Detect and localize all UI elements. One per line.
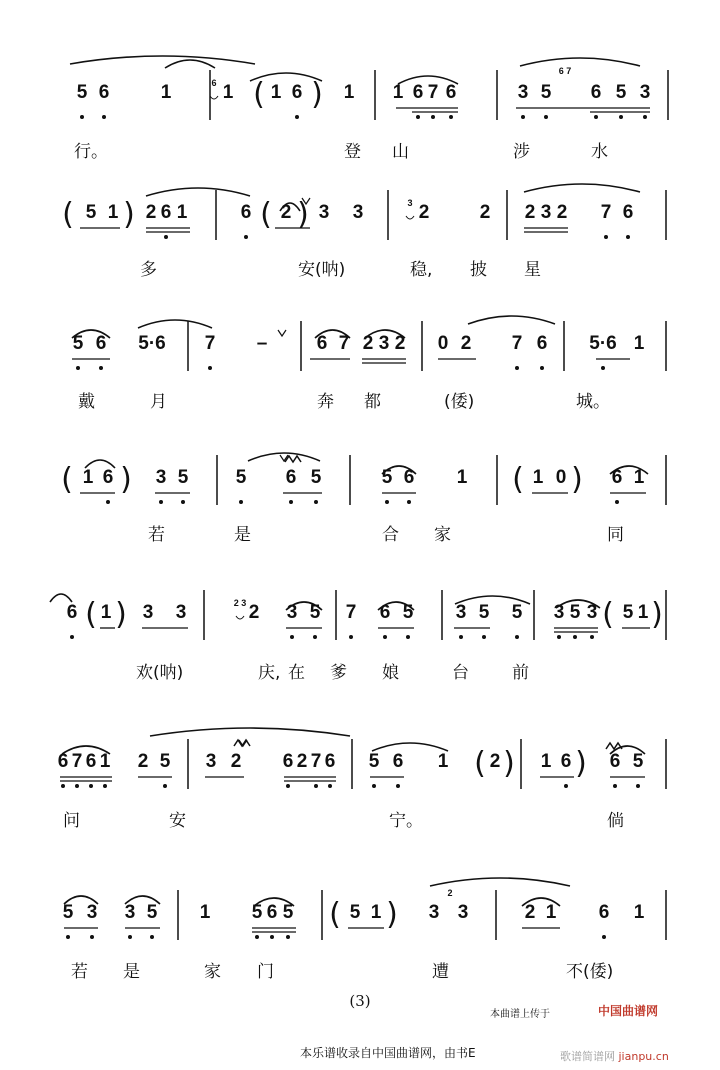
bracket: ) — [311, 77, 323, 112]
note: 5 — [310, 467, 322, 488]
low-octave-dot — [544, 115, 548, 119]
low-octave-dot — [431, 115, 435, 119]
note: 1 — [540, 751, 552, 772]
note: 1 — [343, 82, 355, 103]
note: 7 — [204, 333, 216, 354]
slur — [520, 58, 640, 66]
note: 1 — [633, 902, 645, 923]
grace-note: 2 3 — [233, 598, 247, 608]
low-octave-dot — [590, 635, 594, 639]
low-octave-dot — [407, 500, 411, 504]
note: 5 — [632, 751, 644, 772]
note: 5 — [622, 602, 634, 623]
lyric: 是 — [234, 525, 251, 545]
slur — [468, 316, 555, 324]
lyric: 披 — [470, 260, 487, 280]
lyric: 欢(呐) — [136, 663, 184, 683]
lyric: 水 — [591, 142, 608, 162]
slur — [70, 56, 255, 64]
note: 6 — [102, 467, 114, 488]
note: 5 — [381, 467, 393, 488]
note: 6 — [95, 333, 107, 354]
note: 1 — [633, 333, 645, 354]
bracket: ) — [297, 197, 309, 232]
note: 6 — [598, 902, 610, 923]
note: 5 — [349, 902, 361, 923]
low-octave-dot — [314, 784, 318, 788]
lyric: 若 — [71, 962, 88, 982]
lyric: 山 — [392, 142, 409, 162]
note: 5 — [177, 467, 189, 488]
lyric: 若 — [148, 525, 165, 545]
note: 1 — [176, 202, 188, 223]
low-octave-dot — [615, 500, 619, 504]
lyric: 月 — [150, 392, 167, 412]
note: 0 — [555, 467, 567, 488]
note: 2 — [145, 202, 157, 223]
note: 3 — [540, 202, 552, 223]
note: 1 — [270, 82, 282, 103]
low-octave-dot — [349, 635, 353, 639]
note: 6 — [536, 333, 548, 354]
lyric: 台 — [452, 663, 469, 683]
lyric: 奔 — [317, 392, 334, 412]
lyric: 城。 — [576, 392, 610, 412]
note: 5 — [146, 902, 158, 923]
note: 5 — [251, 902, 263, 923]
bracket: ( — [329, 897, 341, 932]
low-octave-dot — [106, 500, 110, 504]
slur — [146, 188, 250, 196]
low-octave-dot — [602, 935, 606, 939]
slur — [165, 60, 215, 68]
note: 3 — [155, 467, 167, 488]
note: 1 — [100, 602, 112, 623]
note: 6 — [316, 333, 328, 354]
note: 5·6 — [138, 333, 166, 354]
low-octave-dot — [636, 784, 640, 788]
note: 6 — [560, 751, 572, 772]
lyric: 遭 — [432, 962, 449, 982]
note: 5·6 — [589, 333, 617, 354]
low-octave-dot — [61, 784, 65, 788]
note: 3 — [318, 202, 330, 223]
slur — [372, 743, 448, 751]
note: 3 — [428, 902, 440, 923]
note: 3 — [457, 902, 469, 923]
note: 6 — [66, 602, 78, 623]
note: 6 — [412, 82, 424, 103]
low-octave-dot — [163, 784, 167, 788]
lyric: 戴 — [78, 392, 95, 412]
note: 3 — [86, 902, 98, 923]
low-octave-dot — [643, 115, 647, 119]
note: 3 — [352, 202, 364, 223]
bracket: ( — [62, 197, 74, 232]
low-octave-dot — [295, 115, 299, 119]
note: 1 — [392, 82, 404, 103]
bracket: ( — [260, 197, 272, 232]
low-octave-dot — [372, 784, 376, 788]
note: 1 — [199, 902, 211, 923]
note: 6 — [622, 202, 634, 223]
lyric: 娘 — [382, 663, 399, 683]
slur — [150, 728, 350, 736]
bracket: ) — [115, 597, 127, 632]
low-octave-dot — [164, 235, 168, 239]
low-octave-dot — [328, 784, 332, 788]
note: 6 — [403, 467, 415, 488]
note: 2 — [556, 202, 568, 223]
note: 5 — [511, 602, 523, 623]
low-octave-dot — [416, 115, 420, 119]
low-octave-dot — [208, 366, 212, 370]
low-octave-dot — [482, 635, 486, 639]
note: 3 — [124, 902, 136, 923]
low-octave-dot — [515, 635, 519, 639]
note: 5 — [569, 602, 581, 623]
low-octave-dot — [290, 635, 294, 639]
low-octave-dot — [150, 935, 154, 939]
note: 6 — [98, 82, 110, 103]
lyric: 稳, — [410, 260, 433, 280]
note: 3 — [586, 602, 598, 623]
lyric: 安 — [169, 811, 186, 831]
note: 3 — [378, 333, 390, 354]
lyric: 家 — [204, 962, 221, 982]
note: 1 — [637, 602, 649, 623]
note: 5 — [540, 82, 552, 103]
note: 2 — [418, 202, 430, 223]
low-octave-dot — [314, 500, 318, 504]
source-text: 本乐谱收录自中国曲谱网，由书E — [300, 1046, 476, 1060]
low-octave-dot — [286, 784, 290, 788]
mordent-icon — [234, 740, 250, 746]
lyric: 家 — [434, 525, 451, 545]
note: 3 — [455, 602, 467, 623]
note: 1 — [160, 82, 172, 103]
note: 5 — [76, 82, 88, 103]
note: 2 — [296, 751, 308, 772]
note: 6 — [240, 202, 252, 223]
low-octave-dot — [76, 366, 80, 370]
lyric: 都 — [364, 392, 381, 412]
low-octave-dot — [540, 366, 544, 370]
low-octave-dot — [181, 500, 185, 504]
note: 5 — [309, 602, 321, 623]
lyric: 庆, — [258, 663, 281, 683]
note: 5 — [615, 82, 627, 103]
bracket: ( — [253, 77, 265, 112]
low-octave-dot — [604, 235, 608, 239]
low-octave-dot — [406, 635, 410, 639]
note: 2 — [137, 751, 149, 772]
note: 5 — [282, 902, 294, 923]
note: 6 — [445, 82, 457, 103]
note: 5 — [368, 751, 380, 772]
low-octave-dot — [313, 635, 317, 639]
bracket: ) — [503, 746, 515, 781]
note: 6 — [590, 82, 602, 103]
note: 2 — [524, 202, 536, 223]
note: 3 — [175, 602, 187, 623]
lyric: 安(呐) — [298, 260, 346, 280]
lyric: (倭) — [444, 392, 475, 412]
note: 2 — [280, 202, 292, 223]
note: 2 — [362, 333, 374, 354]
note: 3 — [517, 82, 529, 103]
note: 3 — [142, 602, 154, 623]
lyric: 前 — [512, 663, 529, 683]
note: 7 — [338, 333, 350, 354]
low-octave-dot — [128, 935, 132, 939]
low-octave-dot — [255, 935, 259, 939]
low-octave-dot — [159, 500, 163, 504]
note: 7 — [427, 82, 439, 103]
low-octave-dot — [89, 784, 93, 788]
note: 2 — [394, 333, 406, 354]
lyric: 行。 — [74, 142, 108, 162]
note: 5 — [62, 902, 74, 923]
low-octave-dot — [66, 935, 70, 939]
note: 6 — [291, 82, 303, 103]
note: 6 — [266, 902, 278, 923]
low-octave-dot — [99, 366, 103, 370]
slur — [138, 320, 212, 328]
bracket: ) — [120, 462, 132, 497]
slur — [248, 453, 320, 461]
low-octave-dot — [459, 635, 463, 639]
note: 6 — [282, 751, 294, 772]
note: 1 — [107, 202, 119, 223]
lyric: 多 — [140, 260, 157, 280]
bracket: ) — [571, 462, 583, 497]
note: 2 — [230, 751, 242, 772]
lyric: 合 — [382, 525, 399, 545]
low-octave-dot — [383, 635, 387, 639]
bracket: ( — [85, 597, 97, 632]
note: 7 — [600, 202, 612, 223]
lyric: 宁。 — [389, 811, 423, 831]
note: 6 — [379, 602, 391, 623]
low-octave-dot — [601, 366, 605, 370]
lyric: 不(倭) — [566, 962, 614, 982]
note: 5 — [235, 467, 247, 488]
ornament-note: 2 — [447, 888, 453, 898]
low-octave-dot — [75, 784, 79, 788]
note: 2 — [524, 902, 536, 923]
grace-tie — [210, 96, 218, 99]
note: 1 — [532, 467, 544, 488]
note: 6 — [392, 751, 404, 772]
note: 6 — [609, 751, 621, 772]
note: – — [256, 333, 268, 354]
lyric: 倘 — [607, 811, 624, 831]
note: 5 — [72, 333, 84, 354]
note: 7 — [310, 751, 322, 772]
low-octave-dot — [564, 784, 568, 788]
note: 2 — [460, 333, 472, 354]
note: 1 — [222, 82, 234, 103]
low-octave-dot — [102, 115, 106, 119]
low-octave-dot — [286, 935, 290, 939]
bracket: ( — [512, 462, 524, 497]
note: 5 — [402, 602, 414, 623]
note: 1 — [633, 467, 645, 488]
bracket: ) — [386, 897, 398, 932]
note: 1 — [99, 751, 111, 772]
note: 5 — [85, 202, 97, 223]
brand-name: 中国曲谱网 — [598, 1004, 659, 1018]
note: 6 — [160, 202, 172, 223]
note: 6 — [85, 751, 97, 772]
bracket: ( — [61, 462, 73, 497]
note: 1 — [456, 467, 468, 488]
low-octave-dot — [244, 235, 248, 239]
low-octave-dot — [239, 500, 243, 504]
note: 3 — [639, 82, 651, 103]
note: 6 — [611, 467, 623, 488]
low-octave-dot — [289, 500, 293, 504]
low-octave-dot — [270, 935, 274, 939]
low-octave-dot — [80, 115, 84, 119]
low-octave-dot — [626, 235, 630, 239]
note: 7 — [511, 333, 523, 354]
lyric: 问 — [63, 811, 80, 831]
ornament-note: 6 7 — [558, 66, 572, 76]
lyric: 涉 — [513, 142, 530, 162]
note: 6 — [57, 751, 69, 772]
watermark — [560, 1048, 669, 1064]
low-octave-dot — [90, 935, 94, 939]
grace-tie — [236, 616, 244, 619]
note: 3 — [553, 602, 565, 623]
note: 5 — [159, 751, 171, 772]
low-octave-dot — [70, 635, 74, 639]
note: 1 — [437, 751, 449, 772]
note: 1 — [82, 467, 94, 488]
note: 2 — [479, 202, 491, 223]
grace-note: 3 — [407, 198, 413, 208]
note: 2 — [248, 602, 260, 623]
lyric: 同 — [607, 525, 624, 545]
low-octave-dot — [619, 115, 623, 119]
lyric: 门 — [257, 962, 274, 982]
grace-tie — [406, 216, 414, 219]
bracket: ) — [651, 597, 663, 632]
low-octave-dot — [557, 635, 561, 639]
bracket: ) — [575, 746, 587, 781]
note: 5 — [478, 602, 490, 623]
note: 6 — [285, 467, 297, 488]
slur — [430, 878, 570, 886]
brand-logo — [598, 1002, 658, 1019]
watermark-site: 歌谱简谱网 — [560, 1050, 615, 1063]
note: 0 — [437, 333, 449, 354]
low-octave-dot — [385, 500, 389, 504]
note: 3 — [286, 602, 298, 623]
lyric: 爹 — [330, 663, 347, 683]
slur — [50, 594, 72, 602]
low-octave-dot — [594, 115, 598, 119]
note: 7 — [71, 751, 83, 772]
upload-notice: 本曲谱上传于 — [490, 1009, 550, 1020]
low-octave-dot — [103, 784, 107, 788]
low-octave-dot — [396, 784, 400, 788]
bracket: ( — [602, 597, 614, 632]
note: 1 — [545, 902, 557, 923]
page-number: (3) — [349, 992, 371, 1010]
note: 7 — [345, 602, 357, 623]
note: 6 — [324, 751, 336, 772]
breath-mark — [278, 330, 286, 336]
bracket: ) — [123, 197, 135, 232]
slur — [524, 184, 640, 192]
bracket: ( — [474, 746, 486, 781]
lyric: 登 — [344, 142, 361, 162]
low-octave-dot — [613, 784, 617, 788]
note: 2 — [489, 751, 501, 772]
lyric: 是 — [123, 962, 140, 982]
lyric: 星 — [524, 260, 541, 280]
low-octave-dot — [573, 635, 577, 639]
low-octave-dot — [521, 115, 525, 119]
grace-note: 6 — [211, 78, 217, 88]
note: 3 — [205, 751, 217, 772]
low-octave-dot — [515, 366, 519, 370]
watermark-url: jianpu.cn — [618, 1050, 669, 1063]
note: 1 — [370, 902, 382, 923]
lyric: 在 — [288, 663, 305, 683]
low-octave-dot — [449, 115, 453, 119]
